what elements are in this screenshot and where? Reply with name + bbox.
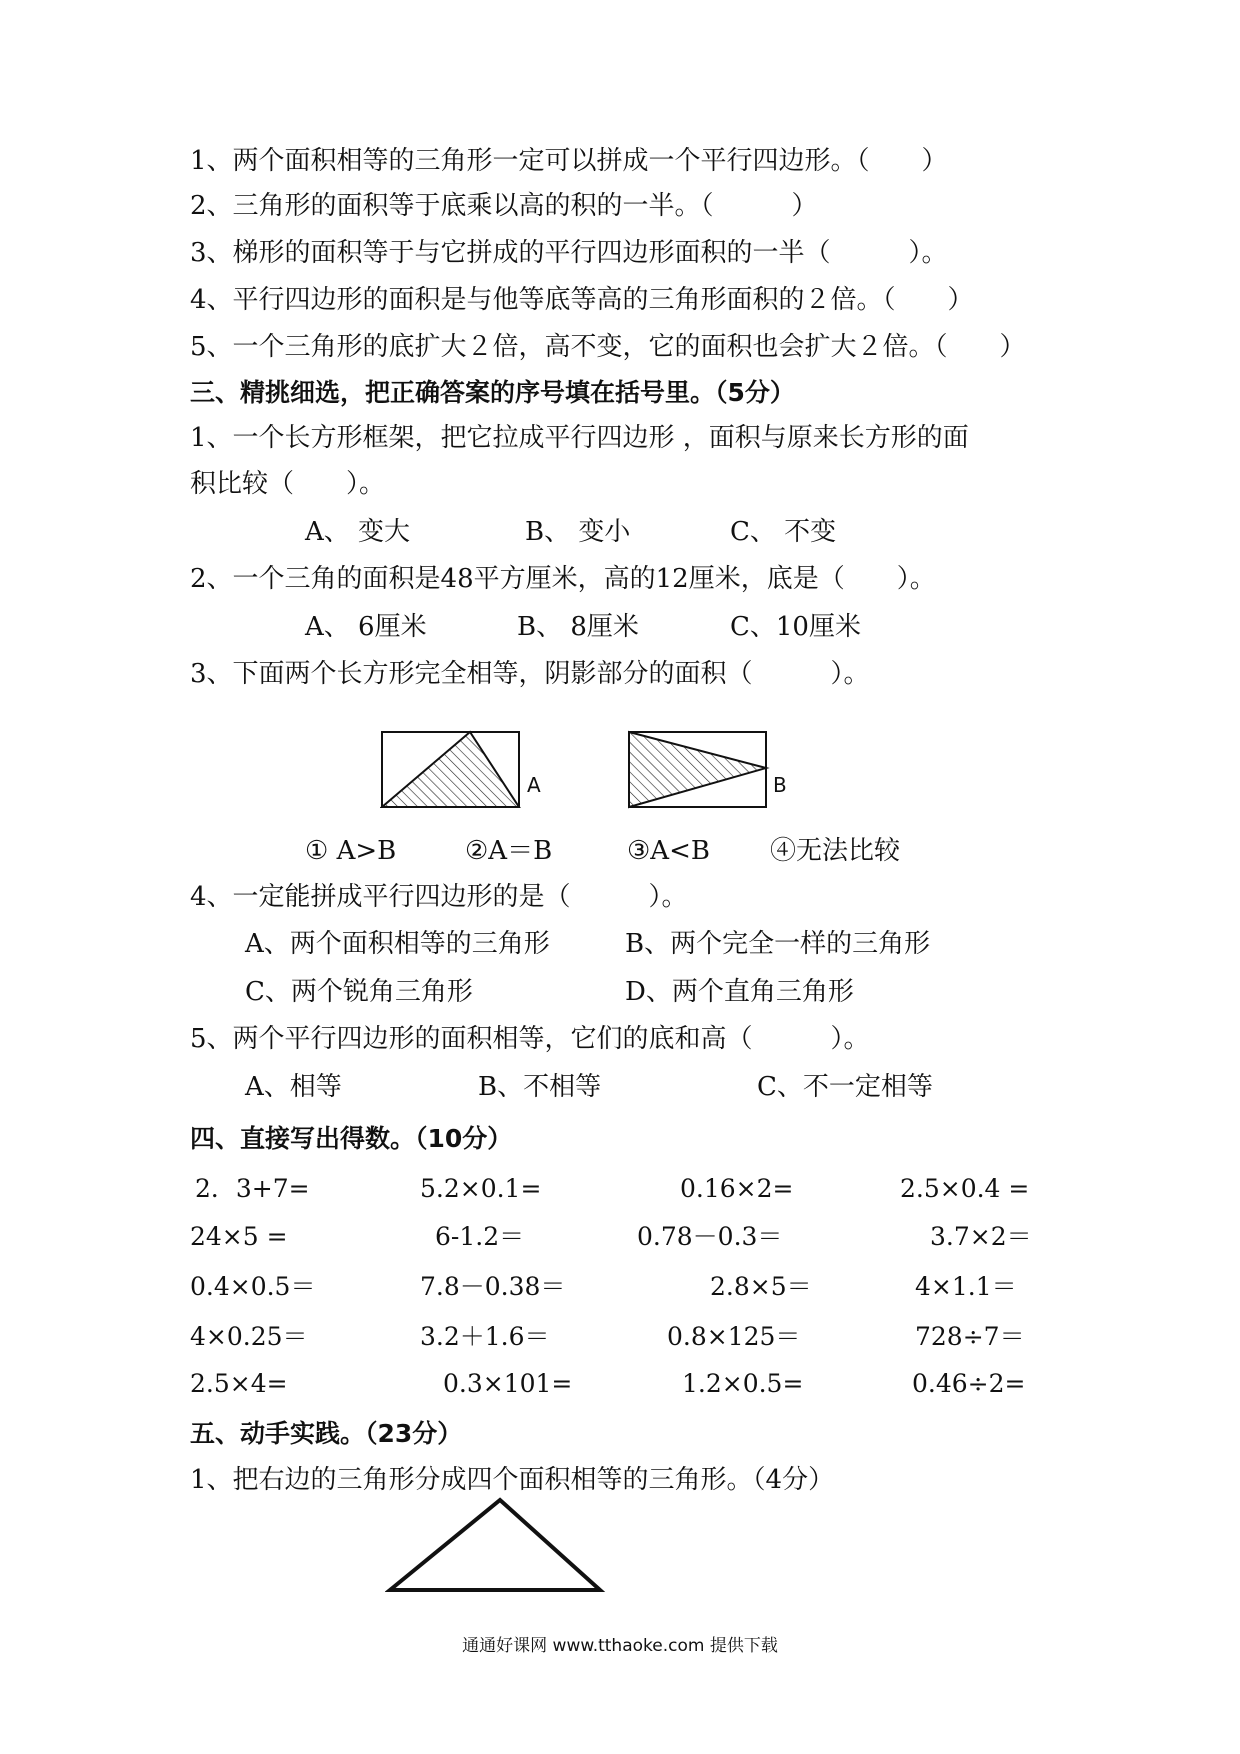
s3-q1-line2: 积比较（ ）。 bbox=[190, 469, 386, 499]
figure-rectangle-a bbox=[380, 730, 525, 810]
s3-q3-option-3: ③A<B bbox=[627, 836, 710, 866]
figure-rectangle-b bbox=[627, 730, 772, 810]
shaded-triangle-b bbox=[629, 732, 766, 807]
s3-q4: 4、一定能拼成平行四边形的是（ ）。 bbox=[190, 882, 688, 912]
footer-note: 通通好课网 www.tthaoke.com 提供下载 bbox=[462, 1636, 778, 1656]
s3-q2-option-a: A、 6厘米 bbox=[305, 612, 427, 642]
s3-q1-option-b: B、 变小 bbox=[525, 517, 631, 547]
section4-title: 四、直接写出得数。（10分） bbox=[190, 1124, 513, 1153]
calc-r1-c2: 5.2×0.1= bbox=[420, 1174, 542, 1203]
s3-q4-option-d: D、两个直角三角形 bbox=[625, 977, 854, 1007]
judge-item-2: 2、三角形的面积等于底乘以高的积的一半。（ ） bbox=[190, 191, 818, 221]
s3-q4-option-b: B、两个完全一样的三角形 bbox=[625, 929, 931, 959]
calc-r1-c1: 2．3+7= bbox=[195, 1174, 310, 1203]
s3-q5-option-b: B、不相等 bbox=[478, 1072, 602, 1102]
calc-r3-c4: 4×1.1＝ bbox=[915, 1272, 1017, 1301]
section3-title: 三、精挑细选，把正确答案的序号填在括号里。（5分） bbox=[190, 378, 795, 407]
calc-r4-c3: 0.8×125＝ bbox=[667, 1322, 801, 1351]
s3-q5-option-a: A、相等 bbox=[245, 1072, 342, 1102]
s3-q2-option-c: C、10厘米 bbox=[730, 612, 861, 642]
calc-r3-c1: 0.4×0.5＝ bbox=[190, 1272, 316, 1301]
calc-r4-c2: 3.2＋1.6＝ bbox=[420, 1322, 550, 1351]
s3-q3: 3、下面两个长方形完全相等，阴影部分的面积（ ）。 bbox=[190, 659, 870, 689]
calc-r5-c3: 1.2×0.5= bbox=[682, 1369, 804, 1398]
figure-label-b: B bbox=[773, 773, 787, 797]
s3-q1-option-c: C、 不变 bbox=[730, 517, 837, 547]
triangle-figure bbox=[385, 1495, 610, 1595]
calc-r5-c1: 2.5×4= bbox=[190, 1369, 288, 1398]
calc-r2-c4: 3.7×2＝ bbox=[930, 1222, 1032, 1251]
judge-item-4: 4、平行四边形的面积是与他等底等高的三角形面积的２倍。（ ） bbox=[190, 285, 974, 315]
calc-r5-c4: 0.46÷2= bbox=[912, 1369, 1026, 1398]
s3-q1-line1: 1、一个长方形框架，把它拉成平行四边形 ，面积与原来长方形的面 bbox=[190, 423, 969, 453]
s3-q3-option-1: ① A>B bbox=[305, 836, 397, 866]
judge-item-3: 3、梯形的面积等于与它拼成的平行四边形面积的一半（ ）。 bbox=[190, 238, 948, 268]
section5-title: 五、动手实践。（23分） bbox=[190, 1419, 463, 1448]
s3-q4-option-a: A、两个面积相等的三角形 bbox=[245, 929, 550, 959]
s3-q3-option-2: ②A＝B bbox=[465, 836, 553, 866]
s3-q4-option-c: C、两个锐角三角形 bbox=[245, 977, 473, 1007]
calc-r2-c1: 24×5 = bbox=[190, 1222, 288, 1251]
calc-r3-c2: 7.8－0.38＝ bbox=[420, 1272, 566, 1301]
calc-r4-c4: 728÷7＝ bbox=[915, 1322, 1025, 1351]
s3-q1-option-a: A、 变大 bbox=[305, 517, 411, 547]
calc-r2-c3: 0.78－0.3＝ bbox=[637, 1222, 783, 1251]
calc-r3-c3: 2.8×5＝ bbox=[710, 1272, 812, 1301]
judge-item-5: 5、一个三角形的底扩大２倍，高不变，它的面积也会扩大２倍。（ ） bbox=[190, 332, 1026, 362]
calc-r5-c2: 0.3×101= bbox=[443, 1369, 573, 1398]
calc-r4-c1: 4×0.25＝ bbox=[190, 1322, 308, 1351]
s3-q2-option-b: B、 8厘米 bbox=[517, 612, 639, 642]
calc-r1-c4: 2.5×0.4 = bbox=[900, 1174, 1030, 1203]
shaded-triangle-a bbox=[382, 732, 519, 807]
calc-r2-c2: 6-1.2＝ bbox=[435, 1222, 525, 1251]
s3-q2: 2、一个三角的面积是48平方厘米，高的12厘米，底是（ ）。 bbox=[190, 564, 936, 594]
s5-q1: 1、把右边的三角形分成四个面积相等的三角形。（4分） bbox=[190, 1465, 835, 1495]
s3-q3-option-4: ④无法比较 bbox=[770, 836, 901, 866]
calc-r1-c3: 0.16×2= bbox=[680, 1174, 794, 1203]
s3-q5-option-c: C、不一定相等 bbox=[757, 1072, 933, 1102]
figure-label-a: A bbox=[527, 773, 541, 797]
s3-q5: 5、两个平行四边形的面积相等，它们的底和高（ ）。 bbox=[190, 1024, 870, 1054]
judge-item-1: 1、两个面积相等的三角形一定可以拼成一个平行四边形。（ ） bbox=[190, 146, 948, 176]
